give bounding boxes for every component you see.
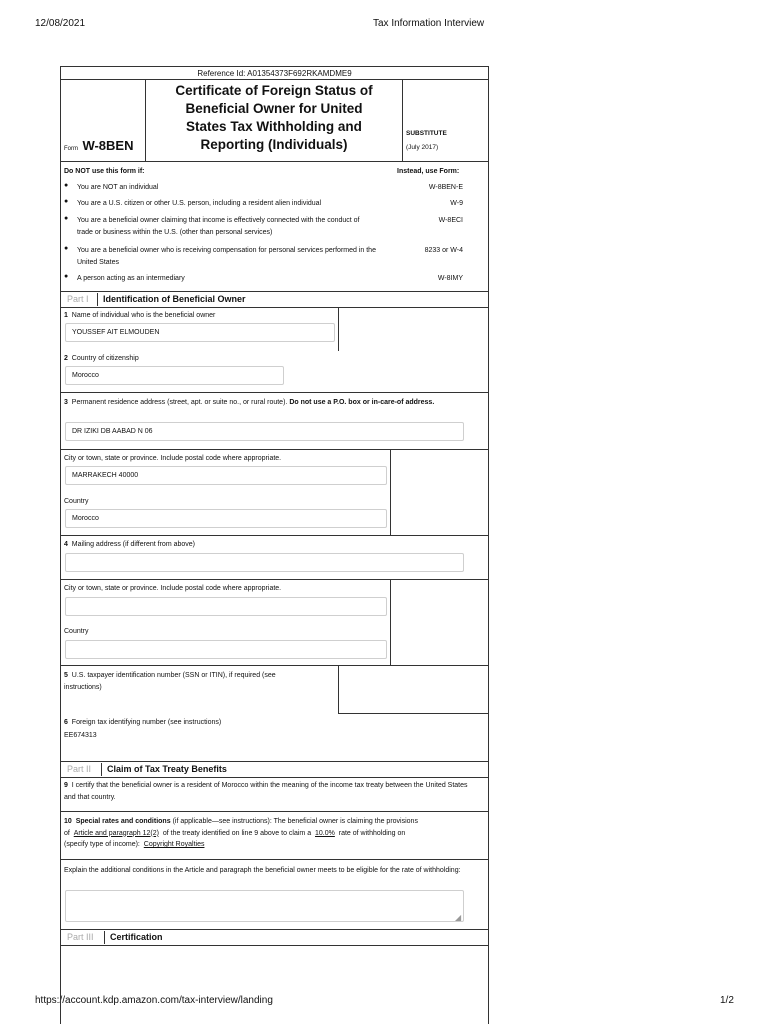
income-type-value: Copyright Royalties xyxy=(143,841,205,848)
permanent-address-input[interactable]: DR IZIKI DB AABAD N 06 xyxy=(65,422,464,441)
reference-id: Reference Id: A01354373F692RKAMDME9 xyxy=(197,69,352,78)
part1-label: Part I xyxy=(67,294,89,304)
instead-heading: Instead, use Form: xyxy=(397,168,460,175)
additional-conditions-textarea[interactable] xyxy=(65,890,464,922)
print-url[interactable]: https://account.kdp.amazon.com/tax-interview/landing xyxy=(35,995,273,1006)
country-input[interactable]: Morocco xyxy=(65,509,387,528)
part3-label: Part III xyxy=(67,932,94,942)
print-page-number: 1/2 xyxy=(720,995,734,1006)
part1-title: Identification of Beneficial Owner xyxy=(97,293,246,306)
field5-label: 5 U.S. taxpayer identification number (SSN or ITIN), if required (see instructions) xyxy=(64,672,276,691)
form-number: Form W-8BEN xyxy=(64,138,134,153)
city-label: City or town, state or province. Include postal code where appropriate. xyxy=(64,455,282,462)
explain-label: Explain the additional conditions in the Article and paragraph the beneficial owner meets to be eligible for the rate of withholding: xyxy=(64,867,461,874)
field10-text: 10 Special rates and conditions (if applicable—see instructions): The beneficial owner is claiming the provisions of Article and paragraph 12(2) of the treaty identified on line 9 above to claim a 10.0% rate of withholding on (specify type of income): Copyright Royalties xyxy=(64,818,418,848)
field2-label: 2 Country of citizenship xyxy=(64,355,139,362)
part2-title: Claim of Tax Treaty Benefits xyxy=(101,763,227,776)
do-not-use-heading: Do NOT use this form if: xyxy=(64,168,145,175)
field6-label: 6 Foreign tax identifying number (see instructions) xyxy=(64,719,222,726)
field3-label: 3 Permanent residence address (street, apt. or suite no., or rural route). Do not use a P.O. box or in-care-of address. xyxy=(64,399,435,406)
treaty-article-value: Article and paragraph 12(2) xyxy=(73,829,159,837)
country-label: Country xyxy=(64,498,89,505)
field4-label: 4 Mailing address (if different from above) xyxy=(64,541,196,548)
mailing-address-input[interactable] xyxy=(65,553,464,572)
form-version: (July 2017) xyxy=(406,144,439,151)
w8ben-form: Reference Id: A01354373F692RKAMDME9 Form W-8BEN Certificate of Foreign Status of Beneficial Owner for United States Tax Withholding and Reporting (Individuals) SUBSTITUTE (July 2017) Do NOT use this form if: Instead, use Form: ● You are NOT an individual W-8BEN-E ● You are a U.S. citizen or other U.S. person, including a resident alien individual W-9 ● You are a beneficial owner claiming that income is effectively connected with the conduct of trade or business within the U.S. (other than personal services) W-8ECI ● You are a beneficial owner who is receiving compensation for personal services performed in the United States 8233 or W-4 ● A person acting as an intermediary W-8IMY Part I Identification of Beneficial Owner 1 Name of individual who is the beneficial owner YOUSSEF AIT ELMOUDEN 2 Country of citizenship Morocco 3 Permanent residence address (street, apt. or suite no., or rural route). Do not use a P.O. box or in-care-of address. DR IZIKI DB AABAD N 06 City or town, state or province. Include postal code where appropriate. MARRAKECH 40000 Country Morocco 4 Mailing address (if different from above) City or town, state or province. Include postal code where appropriate. Country 5 U.S. taxpayer identification number (SSN or ITIN), if required (see instructions) 6 Foreign tax identifying number (see instructions) EE674313 Part II Claim of Tax Treaty Benefits 9 I certify that the beneficial owner is a resident of Morocco within the meaning of the income tax treaty between the United States and that country. 10 Special rates and conditions (if applicable—see instructions): The beneficial owner is claiming the provisions of Article and paragraph 12(2) of the treaty identified on line 9 above to claim a 10.0% rate of withholding on (specify type of income): Copyright Royalties Explain the additional conditions in the Article and paragraph the beneficial owner meets to be eligible for the rate of withholding: ◢ Part III Certification xyxy=(60,66,489,1024)
city-input[interactable]: MARRAKECH 40000 xyxy=(65,466,387,485)
substitute-label: SUBSTITUTE xyxy=(406,130,447,137)
beneficial-owner-name-input[interactable]: YOUSSEF AIT ELMOUDEN xyxy=(65,323,335,342)
foreign-tin-value[interactable]: EE674313 xyxy=(64,732,97,739)
country-of-citizenship-input[interactable]: Morocco xyxy=(65,366,284,385)
field9-text: 9 I certify that the beneficial owner is a resident of Morocco within the meaning of the income tax treaty between the United States and that country. xyxy=(64,782,468,801)
mailing-country-label: Country xyxy=(64,628,89,635)
withholding-rate-value: 10.0% xyxy=(315,829,335,837)
resize-handle-icon[interactable]: ◢ xyxy=(455,913,462,922)
form-title: Certificate of Foreign Status of Beneficial Owner for United States Tax Withholding and Reporting (Individuals) xyxy=(175,83,373,152)
part3-title: Certification xyxy=(104,931,163,944)
mailing-city-input[interactable] xyxy=(65,597,387,616)
part2-label: Part II xyxy=(67,764,92,774)
print-date: 12/08/2021 xyxy=(35,18,86,29)
print-title: Tax Information Interview xyxy=(373,18,485,29)
field1-label: 1 Name of individual who is the beneficial owner xyxy=(64,312,216,319)
mailing-country-input[interactable] xyxy=(65,640,387,659)
mailing-city-label: City or town, state or province. Include postal code where appropriate. xyxy=(64,585,282,592)
